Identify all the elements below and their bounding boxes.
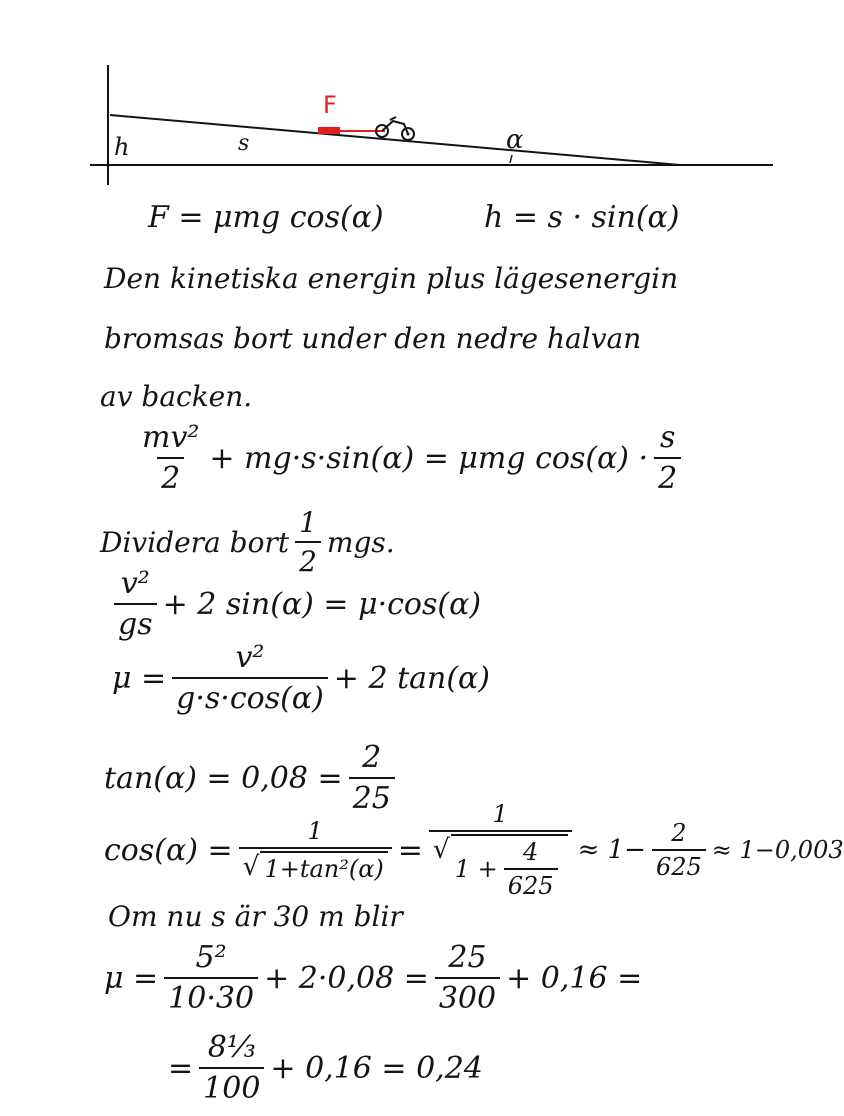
tan-lhs: tan(α) = 0,08 =: [104, 760, 343, 796]
calc-rest: + 0,16 =: [506, 960, 643, 996]
fraction-half-s: $\frac{s}{2}$: [654, 420, 681, 496]
bicycle-icon: [376, 117, 414, 140]
root-tan: 1+tan²(α): [260, 851, 387, 883]
mu-rest: + 2 tan(α): [333, 660, 491, 696]
cos-approx-1: ≈ 1−: [577, 835, 646, 865]
mu-lhs: μ =: [112, 660, 167, 696]
fraction-v2-gs: $\frac{\text{v²}}{gs}$: [114, 566, 157, 642]
cos-approx-2: ≈ 1−0,003: [711, 836, 844, 864]
root-one-plus: 1 +: [454, 855, 498, 883]
energy-equation: [132, 420, 687, 496]
label-alpha: α: [506, 125, 524, 155]
divide-text: Dividera bort: [100, 525, 290, 559]
fraction-25-300: $\frac{25}{300}$: [435, 940, 500, 1016]
fraction-final: $\frac{\text{8⅓}}{100}$: [199, 1030, 264, 1106]
final-lhs: =: [168, 1050, 194, 1086]
label-force: F: [323, 91, 337, 119]
calc-equation: [104, 940, 642, 1016]
fraction-5sq-300: $\frac{\text{5²}}{10\cdot 30}$: [164, 940, 258, 1016]
final-rest: + 0,16 = 0,24: [270, 1050, 483, 1086]
incline-diagram: [0, 0, 800, 200]
text-line-2: bromsas bort under den nedre halvan: [104, 322, 642, 355]
fraction-kinetic: $\frac{\text{mv²}}{2}$: [142, 420, 200, 496]
label-h: h: [114, 133, 130, 161]
fraction-2-625: $\frac{2}{625}$: [652, 819, 706, 881]
fraction-2-25: $\frac{2}{25}$: [349, 740, 395, 816]
alpha-tick: [510, 155, 512, 163]
force-formula: F = μmg cos(α): [148, 200, 384, 235]
fraction-cos-numeric: 1 √ 1 + $\frac{4}{625}$: [429, 800, 572, 900]
reduced-rest: + 2 sin(α) = μ·cos(α): [162, 586, 482, 622]
cos-lhs: cos(α) =: [104, 832, 233, 868]
fraction-4-625: $\frac{4}{625}$: [504, 838, 558, 900]
text-line-1: Den kinetiska energin plus lägesenergin: [104, 262, 679, 295]
calc-mid: + 2·0,08 =: [264, 960, 429, 996]
final-equation: [168, 1030, 483, 1106]
label-s: s: [238, 131, 250, 156]
text-line-4: Om nu s är 30 m blir: [108, 900, 403, 933]
cos-eq-sign: =: [397, 832, 423, 868]
fraction-mu: $\frac{\text{v²}}{g\cdot s\cdot\cos(\alpha)}$: [172, 640, 328, 716]
cos-equation: [104, 800, 844, 900]
calc-lhs: μ =: [104, 960, 159, 996]
fraction-cos-root: 1 √ 1+tan²(α): [239, 817, 392, 883]
divide-after: mgs.: [326, 525, 395, 559]
text-line-3: av backen.: [100, 380, 253, 413]
mu-equation: [112, 640, 490, 716]
fraction-one-half: $\frac{1}{2}$: [295, 506, 321, 578]
height-formula: h = s · sin(α): [484, 200, 680, 235]
reduced-equation: [108, 566, 481, 642]
energy-middle: + mg·s·sin(α) = μmg cos(α) ·: [209, 440, 649, 476]
